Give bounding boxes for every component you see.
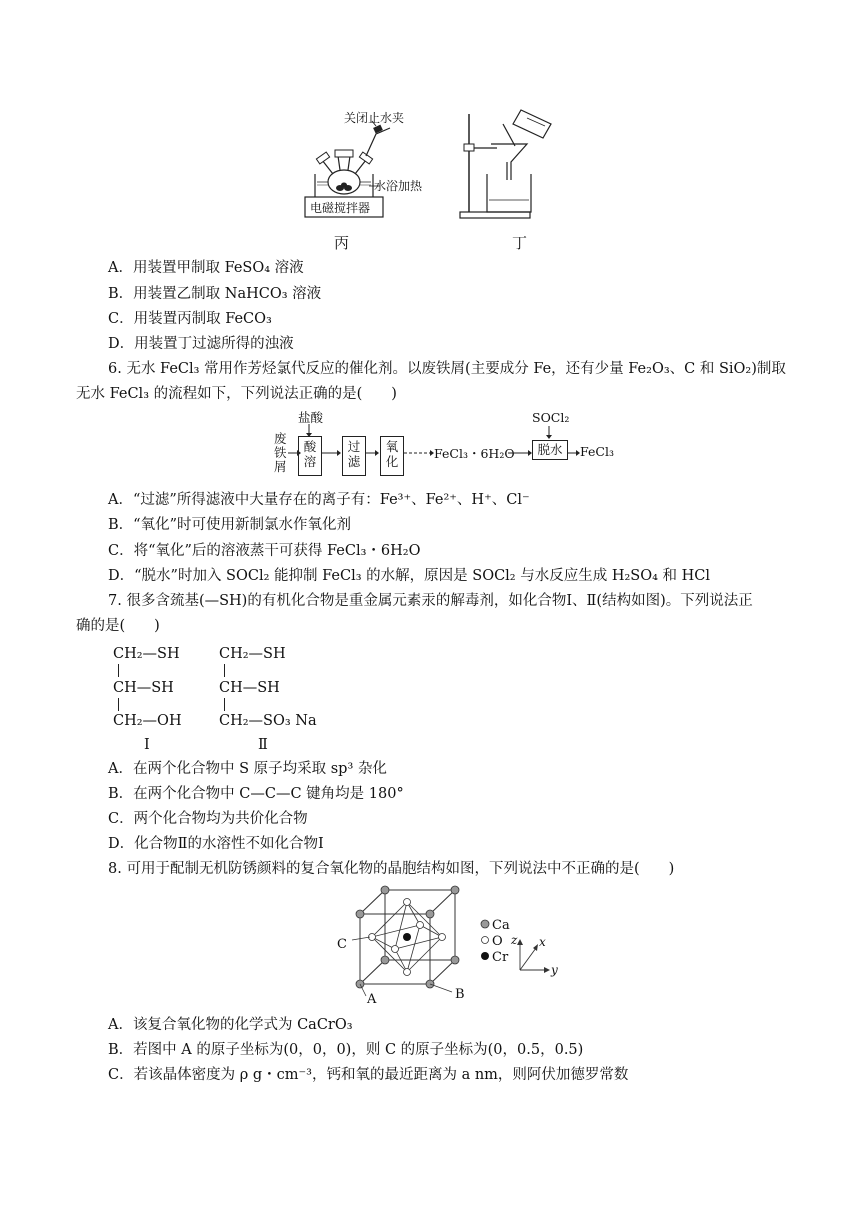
compound-2-row2: CH—SH (219, 680, 280, 696)
axis-x: x (539, 935, 546, 949)
q6-option-d[interactable]: D．“脱水”时加入 SOCl₂ 能抑制 FeCl₃ 的水解，原因是 SOCl₂ 与水反应生成 H₂SO₄ 和 HCl (108, 568, 711, 584)
q6-option-b[interactable]: B．“氧化”时可使用新制氯水作氧化剂 (108, 517, 351, 533)
legend-cr: Cr (492, 950, 509, 965)
compound-2-label: Ⅱ (258, 737, 268, 753)
q6-option-c[interactable]: C．将“氧化”后的溶液蒸干可获得 FeCl₃・6H₂O (108, 543, 421, 559)
flow-step4: 脱水 (532, 440, 568, 460)
q5-option-d[interactable]: D．用装置丁过滤所得的浊液 (108, 336, 294, 352)
q7-option-c[interactable]: C．两个化合物均为共价化合物 (108, 811, 308, 827)
legend-ca: Ca (492, 918, 510, 933)
q5-option-a[interactable]: A．用装置甲制取 FeSO₄ 溶液 (108, 260, 304, 276)
flow-arrows (270, 408, 630, 480)
q8-option-c[interactable]: C．若该晶体密度为 ρ g・cm⁻³，钙和氧的最近距离为 a nm，则阿伏加德罗常数 (108, 1067, 629, 1083)
q6-flowchart (270, 408, 630, 480)
compound-2-row3: CH₂—SO₃ Na (219, 713, 317, 729)
flow-product: FeCl₃ (580, 444, 614, 459)
caption-ding: 丁 (512, 234, 528, 252)
crystal-cell-figure (330, 882, 570, 1007)
axis-y: y (551, 963, 558, 977)
q8-option-b[interactable]: B．若图中 A 的原子坐标为(0，0，0)，则 C 的原子坐标为(0，0.5，0.5) (108, 1042, 584, 1058)
flow-reagent2: SOCl₂ (532, 410, 570, 425)
compound-1-label: Ⅰ (144, 737, 150, 753)
compound-2-row1: CH₂—SH (219, 646, 286, 662)
q5-option-b[interactable]: B．用装置乙制取 NaHCO₃ 溶液 (108, 286, 322, 302)
clamp-label: 关闭止水夹 (344, 111, 405, 125)
cell-label-c: C (337, 937, 347, 952)
compound-1-row1: CH₂—SH (113, 646, 180, 662)
bath-label: 水浴加热 (374, 179, 423, 193)
flow-start: 废铁屑 (274, 431, 287, 474)
flow-intermediate: FeCl₃・6H₂O (434, 446, 515, 461)
flow-step1: 酸溶 (298, 436, 322, 476)
q7-option-a[interactable]: A．在两个化合物中 S 原子均采取 sp³ 杂化 (108, 761, 387, 777)
flow-step3: 氧化 (380, 436, 404, 476)
q7-option-b[interactable]: B．在两个化合物中 C—C—C 键角均是 180° (108, 786, 404, 802)
compound-1-row2: CH—SH (113, 680, 174, 696)
q5-option-c[interactable]: C．用装置丙制取 FeCO₃ (108, 311, 272, 327)
legend-o: O (492, 934, 503, 949)
stirrer-label: 电磁搅拌器 (310, 201, 371, 215)
q6-stem-line2: 无水 FeCl₃ 的流程如下，下列说法正确的是( ) (76, 386, 397, 402)
q8-option-a[interactable]: A．该复合氧化物的化学式为 CaCrO₃ (108, 1017, 353, 1033)
q7-stem-line1: 7. 很多含巯基(—SH)的有机化合物是重金属元素汞的解毒剂，如化合物Ⅰ、Ⅱ(结构如图)。下列说法正 (108, 593, 753, 609)
q7-option-d[interactable]: D．化合物Ⅱ的水溶性不如化合物Ⅰ (108, 836, 324, 852)
cell-label-a: A (367, 992, 377, 1007)
flow-reagent1: 盐酸 (298, 410, 324, 425)
q8-stem: 8. 可用于配制无机防锈颜料的复合氧化物的晶胞结构如图，下列说法中不正确的是( ) (108, 861, 675, 877)
q6-stem-line1: 6. 无水 FeCl₃ 常用作芳烃氯代反应的催化剂。以废铁屑(主要成分 Fe，还有少量 Fe₂O₃、C 和 SiO₂)制取 (108, 361, 786, 377)
q6-option-a[interactable]: A．“过滤”所得滤液中大量存在的离子有：Fe³⁺、Fe²⁺、H⁺、Cl⁻ (108, 492, 530, 508)
caption-bing: 丙 (334, 234, 350, 252)
compound-1-row3: CH₂—OH (113, 713, 182, 729)
cell-label-b: B (455, 987, 465, 1002)
q7-stem-line2: 确的是( ) (76, 618, 160, 634)
axis-z: z (511, 933, 518, 947)
apparatus-ding-figure (455, 104, 565, 224)
flow-step2: 过滤 (342, 436, 366, 476)
